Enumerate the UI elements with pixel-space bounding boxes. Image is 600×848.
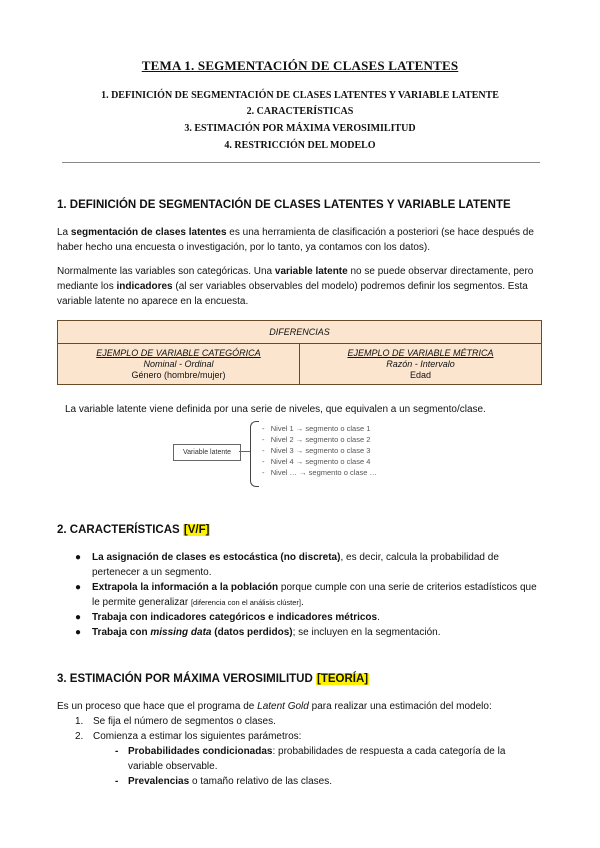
dash-icon: -	[115, 746, 119, 757]
document-title: TEMA 1. SEGMENTACIÓN DE CLASES LATENTES	[141, 58, 459, 73]
vf-tag: [V/F]	[183, 524, 210, 536]
metric-example-value: Edad	[409, 369, 432, 380]
metric-example-cell	[300, 344, 542, 385]
categorical-example-value: Género (hombre/mujer)	[131, 369, 226, 380]
metric-example-title: EJEMPLO DE VARIABLE MÉTRICA	[347, 347, 494, 358]
bullet-icon: ●	[75, 552, 82, 563]
categorical-example-type: Nominal - Ordinal	[143, 358, 214, 369]
level-2: - Nivel 2 → segmento o clase 2	[262, 435, 371, 444]
step-number-1: 1.	[75, 716, 84, 727]
list-item: ● Trabaja con missing data (datos perdidos); se incluyen en la segmentación.	[75, 627, 441, 638]
parameter-item: Probabilidades condicionadas: probabilidades de respuesta a cada categoría de la variable observable.	[128, 746, 506, 772]
step-number-2: 2.	[75, 731, 84, 742]
categorical-example-cell	[58, 344, 300, 385]
level-1: - Nivel 1 → segmento o clase 1	[262, 424, 371, 433]
connector-line	[239, 451, 250, 452]
toc-item-1: 1. DEFINICIÓN DE SEGMENTACIÓN DE CLASES LATENTES Y VARIABLE LATENTE	[101, 90, 499, 101]
list-item: ● Extrapola la información a la población porque cumple con una serie de criterios estadísticos que le permite generalizar [diferencia con el análisis clúster].	[75, 582, 537, 608]
differences-table	[57, 320, 542, 385]
toc-item-2: 2. CARACTERÍSTICAS	[246, 106, 354, 117]
bullet-icon: ●	[75, 627, 82, 638]
list-item: ● Trabaja con indicadores categóricos e indicadores métricos.	[75, 612, 380, 623]
header-divider	[62, 162, 540, 163]
level-4: - Nivel 4 → segmento o clase 4	[262, 457, 371, 466]
metric-example-type: Razón - Intervalo	[386, 358, 455, 369]
dash-icon: -	[115, 776, 119, 787]
differences-table-header: DIFERENCIAS	[58, 321, 542, 344]
section-1-heading: 1. DEFINICIÓN DE SEGMENTACIÓN DE CLASES LATENTES Y VARIABLE LATENTE	[57, 199, 511, 211]
list-item: ● La asignación de clases es estocástica (no discreta), es decir, calcula la probabilidad de pertenecer a un segmento.	[75, 552, 499, 578]
categorical-example-title: EJEMPLO DE VARIABLE CATEGÓRICA	[96, 347, 261, 358]
latent-variable-box: Variable latente	[173, 444, 241, 461]
level-5: - Nivel … → segmento o clase …	[262, 468, 378, 477]
characteristics-list	[75, 550, 540, 640]
section-2-heading: 2. CARACTERÍSTICAS [V/F]	[57, 524, 210, 536]
section-3-intro: Es un proceso que hace que el programa de Latent Gold para realizar una estimación del modelo:	[57, 701, 492, 712]
bullet-icon: ●	[75, 582, 82, 593]
step-1-text: Se fija el número de segmentos o clases.	[93, 716, 276, 727]
level-3: - Nivel 3 → segmento o clase 3	[262, 446, 371, 455]
section-1-paragraph-2: Normalmente las variables son categóricas. Una variable latente no se puede observar directamente, pero mediante los indicadores (al ser variables observables del modelo) podremos definir los segmentos. Esta variable latente no aparece en la encuesta.	[57, 266, 534, 307]
section-3-heading: 3. ESTIMACIÓN POR MÁXIMA VEROSIMILITUD [TEORÍA]	[57, 673, 369, 685]
step-2-text: Comienza a estimar los siguientes parámetros:	[93, 731, 302, 742]
parameter-item: Prevalencias o tamaño relativo de las clases.	[128, 776, 333, 787]
section-1-paragraph-3: La variable latente viene definida por una serie de niveles, que equivalen a un segmento/clase.	[65, 404, 486, 415]
toc-item-3: 3. ESTIMACIÓN POR MÁXIMA VEROSIMILITUD	[184, 123, 416, 134]
levels-bracket	[250, 421, 259, 487]
theory-tag: [TEORÍA]	[316, 673, 369, 685]
toc-item-4: 4. RESTRICCIÓN DEL MODELO	[224, 140, 376, 151]
bullet-icon: ●	[75, 612, 82, 623]
section-1-paragraph-1: La segmentación de clases latentes es una herramienta de clasificación a posteriori (se hace después de haber hecho una encuesta o investigación, por lo tanto, ya contamos con los datos).	[57, 227, 534, 253]
